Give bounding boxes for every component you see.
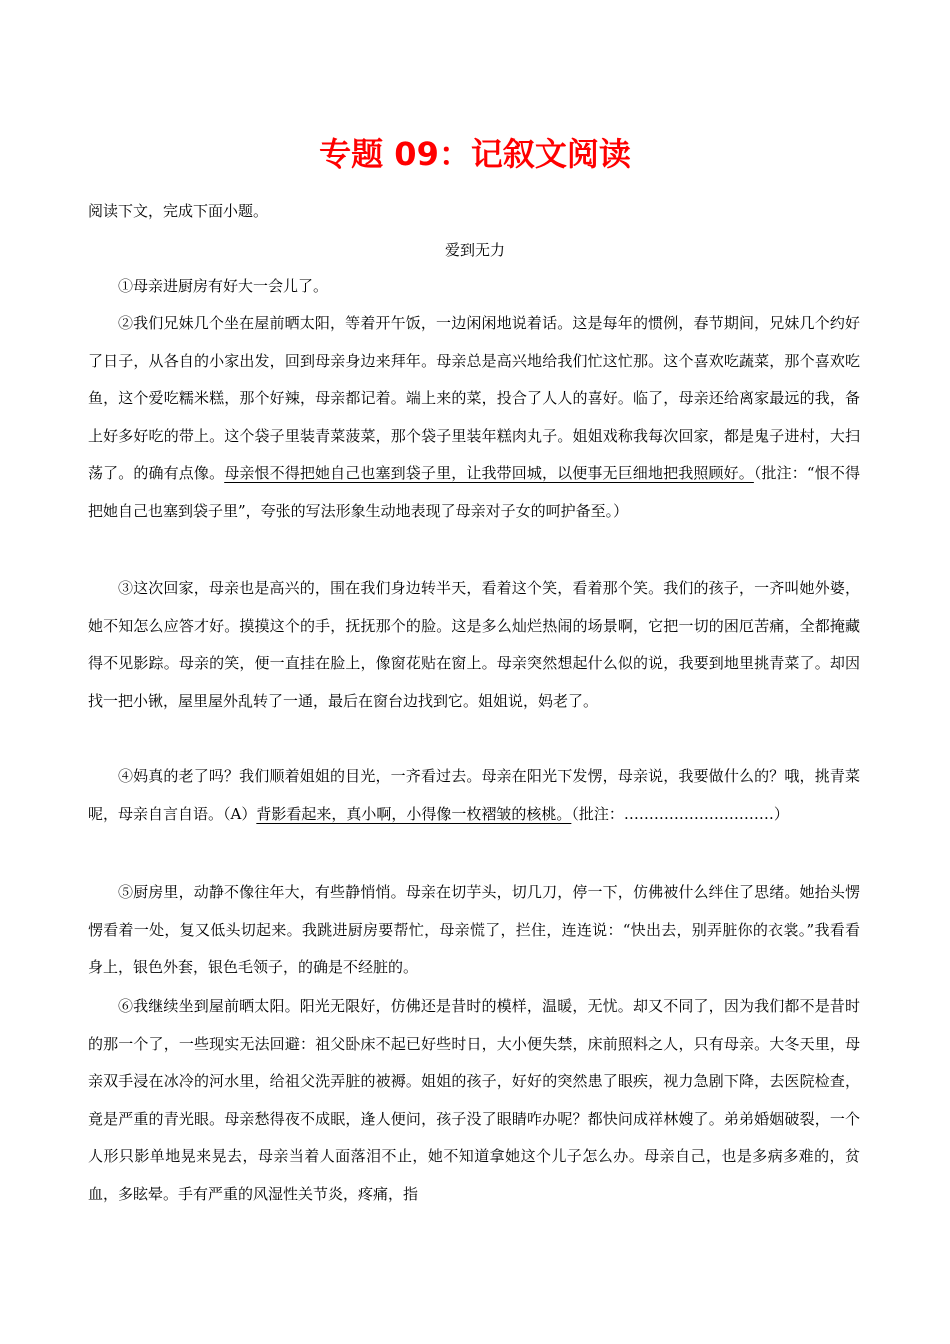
paragraph-2-underlined-sentence: 母亲恨不得把她自己也塞到袋子里，让我带回城，以便事无巨细地把我照顾好。: [224, 464, 754, 483]
article-title: 爱到无力: [444, 241, 505, 259]
paragraph-6-text: ⑥我继续坐到屋前晒太阳。阳光无限好，仿佛还是昔时的模样，温暖，无忧。却又不同了，因为我们都不是昔时的那一个了，一些现实无法回避：祖父卧床不起已好些时日，大小便失禁，床前照料之人，只有母亲。大冬天里，母亲双手浸在冰冷的河水里，给祖父洗弄脏的被褥。姐姐的孩子，好好的突然患了眼疾，视力急剧下降，去医院检查，竟是严重的青光眼。母亲愁得夜不成眠，逢人便问，孩子没了眼睛咋办呢？都快问成祥林嫂了。弟弟婚姻破裂，一个人形只影单地晃来晃去，母亲当着人面落泪不止，她不知道拿她这个儿子怎么办。母亲自己，也是多病多难的，贫血，多眩晕。手有严重的风湿性关节炎，疼痛，指: [88, 997, 860, 1203]
paragraph-3-text: ③这次回家，母亲也是高兴的，围在我们身边转半天，看着这个笑，看着那个笑。我们的孩子，一齐叫她外婆，她不知怎么应答才好。摸摸这个的手，抚抚那个的脸。这是多么灿烂热闹的场景啊，它把一切的困厄苦痛，全都掩藏得不见影踪。母亲的笑，便一直挂在脸上，像窗花贴在窗上。母亲突然想起什么似的说，我要到地里挑青菜了。却因找一把小锹，屋里屋外乱转了一通，最后在窗台边找到它。姐姐说，妈老了。: [88, 579, 860, 710]
paragraph-3: [88, 570, 860, 720]
paragraph-1-text: ①母亲进厨房有好大一会儿了。: [118, 277, 329, 295]
paragraph-2-text: ②我们兄妹几个坐在屋前晒太阳，等着开午饭，一边闲闲地说着话。这是每年的惯例，春节期间，兄妹几个约好了日子，从各自的小家出发，回到母亲身边来拜年。母亲总是高兴地给我们忙这忙那。这个喜欢吃蔬菜，那个喜欢吃鱼，这个爱吃糯米糕，那个好辣，母亲都记着。端上来的菜，投合了人人的喜好。临了，母亲还给离家最远的我，备上好多好吃的带上。这个袋子里装青菜菠菜，那个袋子里装年糕肉丸子。姐姐戏称我每次回家，都是鬼子进村，大扫荡了。的确有点像。: [88, 314, 860, 483]
instruction-text: 阅读下文，完成下面小题。: [88, 202, 269, 220]
paragraph-4-annotation: （批注：…………………………）: [571, 804, 789, 823]
paragraph-5: [88, 874, 860, 987]
paragraph-5-text: ⑤厨房里，动静不像往年大，有些静悄悄。母亲在切芋头，切几刀，停一下，仿佛被什么绊住了思绪。她抬头愣愣看着一处，复又低头切起来。我跳进厨房要帮忙，母亲慌了，拦住，连连说：“快出去，别弄脏你的衣裳。”我看看身上，银色外套，银色毛领子，的确是不经脏的。: [88, 883, 860, 977]
paragraph-4: [88, 758, 860, 833]
paragraph-2-annotation: （批注：“恨不得把她自己也塞到袋子里”，夸张的写法形象生动地表现了母亲对子女的呵护备至。）: [88, 464, 860, 520]
paragraph-4-underlined-sentence: 背影看起来，真小啊，小得像一枚褶皱的核桃。: [256, 804, 572, 823]
paragraph-1: [88, 268, 860, 306]
paragraph-4-text: ④妈真的老了吗？我们顺着姐姐的目光，一齐看过去。母亲在阳光下发愣，母亲说，我要做什么的？哦，挑青菜呢，母亲自言自语。（A）: [88, 767, 860, 823]
paragraph-6: [88, 988, 860, 1214]
document-title: 专题 09：记叙文阅读: [319, 135, 631, 173]
paragraph-2: [88, 305, 860, 531]
